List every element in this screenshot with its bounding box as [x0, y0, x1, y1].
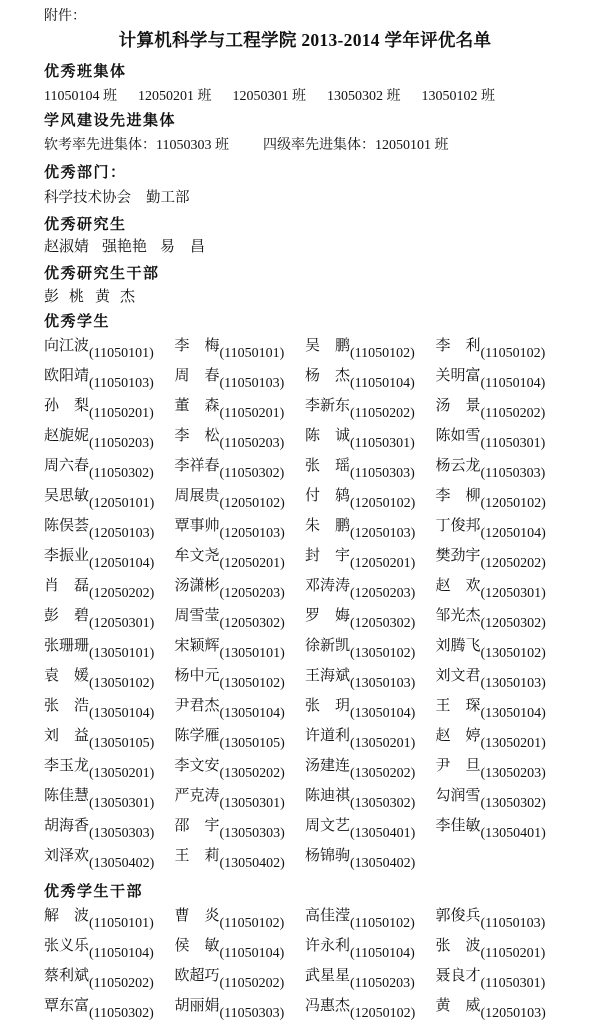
student-id: (11050104): [89, 946, 154, 961]
person-name: 严克涛: [174, 788, 220, 804]
study-style-label: 四级率先进集体：: [262, 138, 375, 153]
student-id: (11050303): [480, 466, 546, 481]
student-id: (11050104): [219, 946, 285, 961]
award-entry: [175, 695, 306, 725]
award-entry: [436, 635, 567, 665]
person-name: 吴鹏: [305, 338, 350, 354]
award-entry: [436, 485, 567, 515]
person-name: 王海斌: [305, 668, 350, 684]
person-name: 孙梨: [44, 398, 89, 414]
award-entry: [436, 395, 567, 425]
award-entry: [305, 575, 436, 605]
award-entry: [44, 365, 175, 395]
award-entry: [44, 665, 175, 695]
section-heading-study-style: 学风建设先进集体: [44, 113, 177, 129]
award-entry: [436, 365, 567, 395]
award-entry: [44, 755, 175, 785]
award-entry: [436, 575, 567, 605]
student-id: (12050103): [350, 526, 416, 541]
person-name: 欧阳靖: [44, 368, 89, 384]
person-name: 陈诚: [305, 428, 350, 444]
award-entry: [175, 365, 306, 395]
student-id: (11050103): [480, 916, 546, 931]
person-name: 胡丽娟: [174, 998, 220, 1014]
student-id: (13050201): [89, 766, 155, 781]
award-entry: [175, 935, 306, 965]
person-name: 付鸫: [305, 488, 350, 504]
person-name: 胡海香: [44, 818, 89, 834]
person-name: 李新东: [305, 398, 350, 414]
person-name: 朱鹏: [305, 518, 350, 534]
person-name: 赵淑婧: [44, 239, 89, 255]
document-title: 计算机科学与工程学院 2013-2014 学年评优名单: [118, 30, 492, 50]
award-entry: [305, 725, 436, 755]
person-name: 牟文尧: [174, 548, 220, 564]
study-style-label: 软考率先进集体：: [44, 138, 156, 153]
person-name: 彭桃: [44, 289, 84, 305]
student-id: (11050101): [89, 346, 154, 361]
student-id: (11050102): [350, 916, 415, 931]
award-entry: [305, 635, 436, 665]
student-id: (12050102): [350, 1006, 416, 1021]
section-heading-excellent-classes: 优秀班集体: [44, 64, 127, 80]
student-id: (12050202): [480, 556, 546, 571]
student-id: (13050202): [350, 766, 416, 781]
person-name: 樊劲宇: [435, 548, 481, 564]
departments-line: [44, 189, 566, 208]
person-name: 刘腾飞: [435, 638, 481, 654]
student-id: (12050102): [350, 496, 416, 511]
award-entry: [44, 815, 175, 845]
person-name: 李祥春: [174, 458, 220, 474]
class-item: 11050104 班: [44, 89, 117, 104]
student-id: (12050203): [219, 586, 285, 601]
person-name: 勾润雪: [435, 788, 481, 804]
award-entry: [175, 785, 306, 815]
person-name: 王莉: [174, 848, 220, 864]
award-entry: [44, 905, 175, 935]
person-name: 赵旎妮: [44, 428, 89, 444]
student-id: (11050201): [89, 406, 154, 421]
person-name: 解波: [44, 908, 89, 924]
award-entry: [436, 425, 567, 455]
person-name: 周春: [174, 368, 220, 384]
class-item: 13050102 班: [421, 89, 495, 104]
person-name: 欧超巧: [174, 968, 220, 984]
student-id: (13050104): [480, 706, 546, 721]
award-entry: [436, 755, 567, 785]
student-id: (11050201): [219, 406, 285, 421]
award-entry: [305, 995, 436, 1025]
award-entry: [175, 515, 306, 545]
study-style-value: 12050101 班: [374, 138, 449, 153]
student-id: (11050203): [350, 976, 415, 991]
person-name: 李柳: [435, 488, 481, 504]
person-name: 赵婷: [435, 728, 481, 744]
person-name: 许永利: [305, 938, 350, 954]
award-entry: [44, 545, 175, 575]
grad-cadres-line: [44, 288, 566, 307]
person-name: 董森: [174, 398, 220, 414]
student-id: (13050201): [350, 736, 416, 751]
person-name: 刘泽欢: [44, 848, 89, 864]
award-entry: [175, 815, 306, 845]
student-id: (11050201): [480, 946, 546, 961]
study-style-item: [44, 136, 229, 155]
award-entry: [175, 635, 306, 665]
student-id: (13050103): [480, 676, 546, 691]
student-id: (13050101): [219, 646, 285, 661]
award-entry: [436, 725, 567, 755]
award-entry: [175, 485, 306, 515]
student-id: (11050102): [350, 346, 415, 361]
award-entry: [305, 965, 436, 995]
person-name: 封宇: [305, 548, 350, 564]
student-id: (12050201): [219, 556, 285, 571]
student-id: (11050101): [89, 916, 154, 931]
award-entry: [305, 335, 436, 365]
person-name: 李玉龙: [44, 758, 89, 774]
person-name: 肖磊: [44, 578, 89, 594]
person-name: 覃事帅: [174, 518, 220, 534]
person-name: 李松: [174, 428, 220, 444]
person-name: 杨杰: [305, 368, 350, 384]
student-id: (12050201): [350, 556, 416, 571]
award-entry: [436, 545, 567, 575]
student-id: (11050302): [89, 1006, 154, 1021]
student-id: (13050101): [89, 646, 155, 661]
person-name: 蔡利斌: [44, 968, 89, 984]
person-name: 陈如雪: [435, 428, 481, 444]
student-id: (13050402): [350, 856, 416, 871]
person-name: 关明富: [435, 368, 481, 384]
person-name: 邵宇: [174, 818, 220, 834]
award-entry: [436, 815, 567, 845]
student-id: (12050302): [219, 616, 285, 631]
student-id: (11050202): [350, 406, 415, 421]
award-entry: [436, 605, 567, 635]
student-id: (12050104): [89, 556, 155, 571]
student-id: (12050103): [480, 1006, 546, 1021]
person-name: 张波: [435, 938, 481, 954]
student-id: (11050302): [89, 466, 154, 481]
student-id: (12050102): [480, 496, 546, 511]
person-name: 向江波: [44, 338, 89, 354]
student-id: (13050303): [219, 826, 285, 841]
award-entry: [436, 905, 567, 935]
award-entry: [44, 635, 175, 665]
class-item: 12050301 班: [232, 89, 306, 104]
department-item: 勤工部: [146, 190, 190, 206]
student-id: (12050104): [480, 526, 546, 541]
award-entry: [175, 335, 306, 365]
classes-line: [44, 87, 566, 106]
student-id: (11050302): [219, 466, 285, 481]
grad-students-line: [44, 238, 566, 257]
person-name: 许道利: [305, 728, 350, 744]
person-name: 宋颖辉: [174, 638, 220, 654]
student-id: (13050302): [350, 796, 416, 811]
person-name: 汤潇彬: [174, 578, 220, 594]
student-id: (11050303): [219, 1006, 285, 1021]
person-name: 侯敏: [174, 938, 220, 954]
person-name: 陈佳慧: [44, 788, 89, 804]
person-name: 张义乐: [44, 938, 89, 954]
section-heading-departments: 优秀部门：: [44, 165, 127, 181]
student-id: (11050301): [350, 436, 415, 451]
award-entry: [305, 785, 436, 815]
award-entry: [305, 545, 436, 575]
student-id: (13050301): [219, 796, 285, 811]
student-id: (11050202): [480, 406, 546, 421]
award-entry: [44, 725, 175, 755]
award-entry: [305, 905, 436, 935]
person-name: 杨云龙: [435, 458, 481, 474]
person-name: 黄威: [435, 998, 481, 1014]
class-item: 13050302 班: [326, 89, 401, 104]
person-name: 赵欢: [435, 578, 481, 594]
student-id: (13050102): [219, 676, 285, 691]
person-name: 李利: [435, 338, 481, 354]
student-id: (13050401): [480, 826, 546, 841]
award-entry: [436, 335, 567, 365]
student-id: (13050102): [350, 646, 416, 661]
student-id: (12050203): [350, 586, 416, 601]
person-name: 强艳艳: [102, 239, 147, 255]
student-id: (13050201): [480, 736, 546, 751]
award-entry: [436, 965, 567, 995]
award-entry: [305, 485, 436, 515]
students-grid: [44, 335, 566, 875]
student-id: (12050202): [89, 586, 155, 601]
student-id: (13050105): [219, 736, 285, 751]
person-name: 张珊珊: [44, 638, 89, 654]
award-entry: [175, 455, 306, 485]
award-entry: [175, 995, 306, 1025]
person-name: 武星星: [305, 968, 350, 984]
student-id: (13050102): [89, 676, 155, 691]
student-id: (11050301): [480, 436, 546, 451]
person-name: 汤建连: [305, 758, 350, 774]
student-id: (11050103): [219, 376, 285, 391]
award-entry: [436, 665, 567, 695]
award-entry: [44, 785, 175, 815]
student-id: (13050402): [219, 856, 285, 871]
person-name: 丁俊邦: [435, 518, 481, 534]
award-entry: [44, 335, 175, 365]
person-name: 李梅: [174, 338, 220, 354]
person-name: 周雪莹: [174, 608, 220, 624]
award-entry: [44, 455, 175, 485]
student-id: (11050202): [219, 976, 285, 991]
student-id: (12050102): [219, 496, 285, 511]
award-entry: [305, 365, 436, 395]
award-entry: [305, 665, 436, 695]
person-name: 周六春: [44, 458, 89, 474]
person-name: 陈迪祺: [305, 788, 350, 804]
student-id: (13050104): [350, 706, 416, 721]
student-id: (11050203): [89, 436, 154, 451]
section-heading-student-cadres: 优秀学生干部: [44, 884, 144, 900]
student-id: (13050103): [350, 676, 416, 691]
award-entry: [175, 905, 306, 935]
award-entry: [175, 545, 306, 575]
student-id: (12050302): [480, 616, 546, 631]
person-name: 汤景: [435, 398, 481, 414]
award-entry: [175, 965, 306, 995]
student-id: (13050303): [89, 826, 155, 841]
award-entry: [175, 845, 306, 875]
section-heading-grad-cadres: 优秀研究生干部: [44, 266, 160, 282]
person-name: 尹旦: [435, 758, 481, 774]
student-id: (11050104): [350, 946, 415, 961]
student-id: (13050402): [89, 856, 155, 871]
study-style-value: 11050303 班: [156, 138, 229, 153]
award-entry: [436, 455, 567, 485]
award-entry: [305, 515, 436, 545]
award-entry: [436, 695, 567, 725]
student-id: (12050103): [219, 526, 285, 541]
person-name: 王琛: [435, 698, 481, 714]
student-id: (11050102): [480, 346, 546, 361]
award-entry: [44, 395, 175, 425]
award-entry: [175, 725, 306, 755]
award-entry: [436, 995, 567, 1025]
student-id: (13050203): [480, 766, 546, 781]
person-name: 邓涛涛: [305, 578, 350, 594]
student-cadres-grid: [44, 905, 566, 1025]
student-id: (13050301): [89, 796, 155, 811]
student-id: (11050202): [89, 976, 154, 991]
person-name: 覃东富: [44, 998, 89, 1014]
student-id: (11050104): [480, 376, 546, 391]
award-entry: [305, 695, 436, 725]
person-name: 陈俣荟: [44, 518, 89, 534]
student-id: (13050102): [480, 646, 546, 661]
award-entry: [44, 845, 175, 875]
person-name: 邹光杰: [435, 608, 481, 624]
award-entry: [305, 935, 436, 965]
person-name: 陈学雁: [174, 728, 220, 744]
award-entry: [44, 965, 175, 995]
award-entry: [44, 575, 175, 605]
student-id: (11050101): [219, 346, 285, 361]
student-id: (13050104): [89, 706, 155, 721]
person-name: 黄杰: [95, 289, 135, 305]
person-name: 张玥: [305, 698, 350, 714]
person-name: 李振业: [44, 548, 89, 564]
student-id: (12050301): [480, 586, 546, 601]
award-entry: [305, 845, 436, 875]
person-name: 张浩: [44, 698, 89, 714]
award-entry: [175, 575, 306, 605]
award-entry: [44, 425, 175, 455]
student-id: (12050302): [350, 616, 416, 631]
person-name: 高佳滢: [305, 908, 350, 924]
person-name: 吴思敏: [44, 488, 89, 504]
person-name: 尹君杰: [174, 698, 220, 714]
person-name: 刘益: [44, 728, 89, 744]
attachment-label: 附件：: [44, 9, 86, 24]
award-entry: [175, 755, 306, 785]
person-name: 聂良才: [435, 968, 481, 984]
person-name: 冯惠杰: [305, 998, 350, 1014]
student-id: (12050101): [89, 496, 155, 511]
award-entry: [175, 395, 306, 425]
student-id: (13050401): [350, 826, 416, 841]
award-entry: [44, 515, 175, 545]
student-id: (11050103): [89, 376, 154, 391]
award-entry: [436, 785, 567, 815]
student-id: (13050202): [219, 766, 285, 781]
class-item: 12050201 班: [137, 89, 212, 104]
person-name: 刘文君: [435, 668, 481, 684]
person-name: 张瑶: [305, 458, 350, 474]
person-name: 徐新凯: [305, 638, 350, 654]
award-entry: [175, 665, 306, 695]
person-name: 袁媛: [44, 668, 89, 684]
award-entry: [44, 605, 175, 635]
award-entry: [305, 425, 436, 455]
person-name: 杨中元: [174, 668, 220, 684]
award-entry: [305, 755, 436, 785]
student-id: (11050203): [219, 436, 285, 451]
student-id: (11050303): [350, 466, 415, 481]
person-name: 易昌: [160, 239, 205, 255]
person-name: 郭俊兵: [435, 908, 481, 924]
award-entry: [305, 605, 436, 635]
department-item: 科学技术协会: [44, 190, 131, 206]
award-entry: [44, 695, 175, 725]
student-id: (11050102): [219, 916, 285, 931]
student-id: (13050105): [89, 736, 155, 751]
person-name: 罗娒: [305, 608, 350, 624]
award-entry: [436, 515, 567, 545]
student-id: (12050301): [89, 616, 155, 631]
student-id: (11050104): [350, 376, 415, 391]
award-entry: [44, 995, 175, 1025]
person-name: 杨锦驹: [305, 848, 350, 864]
award-entry: [305, 815, 436, 845]
student-id: (13050302): [480, 796, 546, 811]
award-entry: [44, 485, 175, 515]
award-entry: [175, 425, 306, 455]
award-entry: [44, 935, 175, 965]
person-name: 李佳敏: [435, 818, 481, 834]
student-id: (11050301): [480, 976, 546, 991]
award-entry: [305, 395, 436, 425]
person-name: 周展贵: [174, 488, 220, 504]
person-name: 彭碧: [44, 608, 89, 624]
student-id: (12050103): [89, 526, 155, 541]
study-style-item: [263, 136, 449, 155]
section-heading-grad-students: 优秀研究生: [44, 217, 127, 233]
section-heading-students: 优秀学生: [44, 314, 111, 330]
award-entry: [305, 455, 436, 485]
student-id: (13050104): [219, 706, 285, 721]
award-entry: [436, 935, 567, 965]
person-name: 曹炎: [174, 908, 220, 924]
study-style-line: [44, 136, 566, 155]
person-name: 李文安: [174, 758, 220, 774]
award-entry: [175, 605, 306, 635]
person-name: 周文艺: [305, 818, 350, 834]
